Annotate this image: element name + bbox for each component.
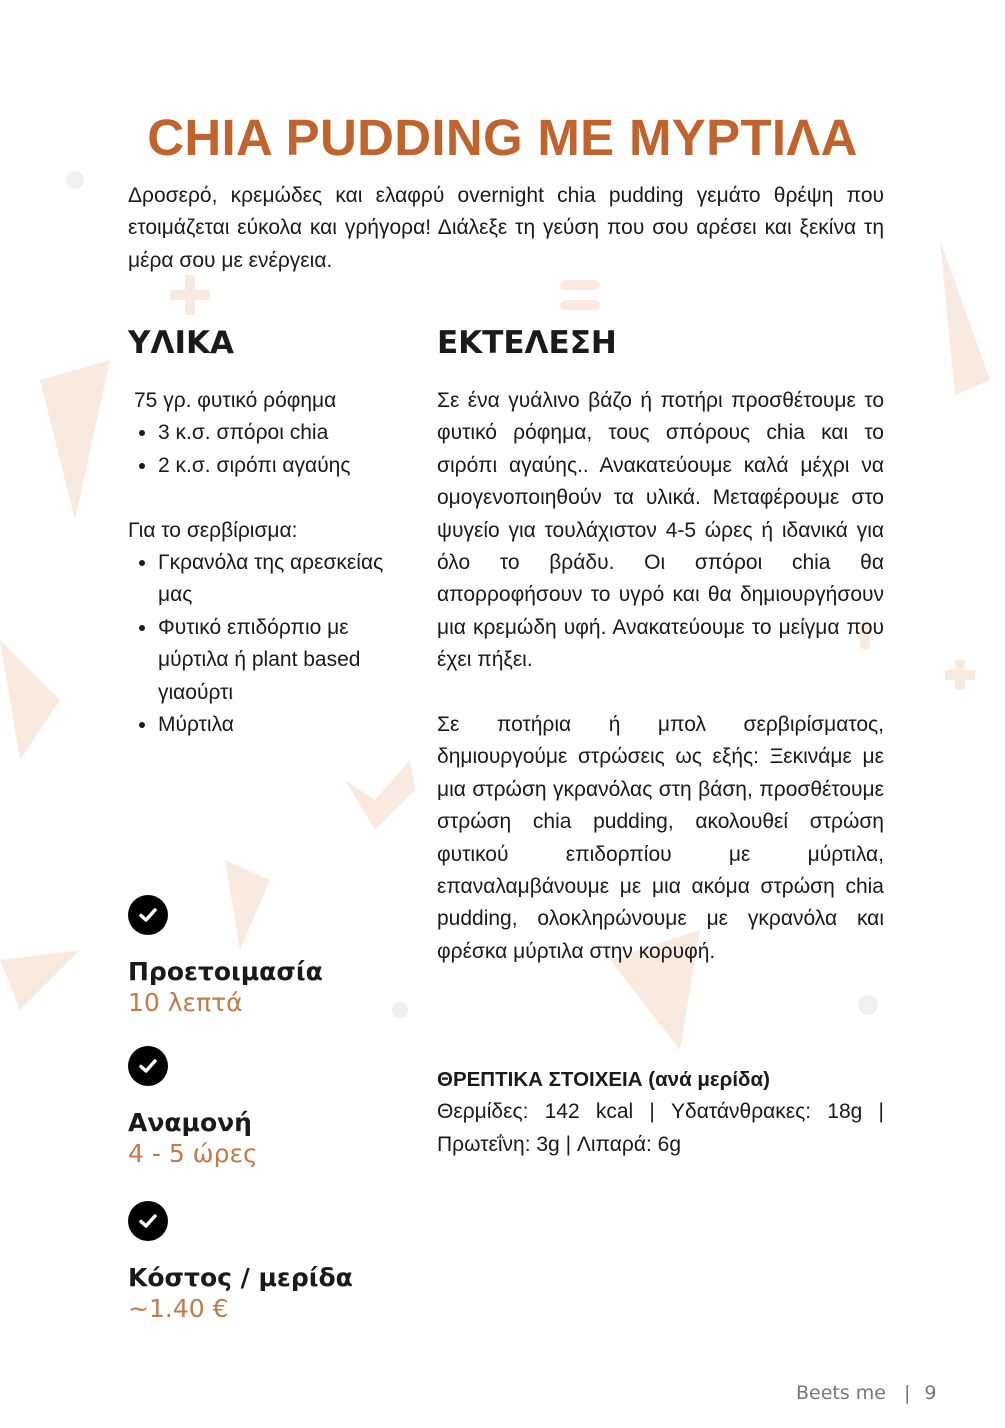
wait-label: Αναμονή xyxy=(128,1108,252,1137)
prep-label: Προετοιμασία xyxy=(128,957,323,986)
ingredient-item: 75 γρ. φυτικό ρόφημα xyxy=(134,389,337,412)
decor-dot xyxy=(392,1002,408,1018)
decor-shape xyxy=(345,760,415,830)
method-paragraph: Σε ποτήρια ή μπολ σερβιρίσματος, δημιουργούμε στρώσεις ως εξής: Ξεκινάμε με μια στρώση γκρανόλας στη βάση, προσθέτουμε στρώση chia pudding, ακολουθεί στρώση φυτικού επιδορπίου με μύρτιλα, επαναλαμβάνουμε με μια ακόμα στρώση chia pudding, ολοκληρώνουμε με γκρανόλα και φρέσκα μύρτιλα στην κορυφή. xyxy=(437,713,884,963)
decor-plus xyxy=(170,275,210,315)
check-circle-icon xyxy=(128,1046,168,1086)
ingredient-item: • 2 κ.σ. σιρόπι αγαύης xyxy=(158,450,418,482)
ingredients-list xyxy=(128,385,418,741)
decor-shape xyxy=(560,280,600,290)
cost-value: ~1.40 € xyxy=(128,1294,229,1323)
check-circle-icon xyxy=(128,1201,168,1241)
nutrition-info xyxy=(437,1064,884,1161)
decor-shape xyxy=(0,950,80,1010)
footer-separator: | xyxy=(904,1382,911,1404)
nutrition-heading: ΘΡΕΠΤΙΚΑ ΣΤΟΙΧΕΙΑ (ανά μερίδα) xyxy=(437,1068,770,1091)
page-title: CHIA PUDDING ΜΕ ΜΥΡΤΙΛΑ xyxy=(147,109,858,166)
page-footer xyxy=(796,1382,937,1404)
serving-item: • Μύρτιλα xyxy=(158,709,418,741)
decor-shape xyxy=(225,860,270,950)
serving-label: Για το σερβίρισμα: xyxy=(128,518,298,542)
serving-item: • Φυτικό επιδόρπιο με μύρτιλα ή plant based γιαούρτι xyxy=(158,612,418,709)
method-paragraph: Σε ένα γυάλινο βάζο ή ποτήρι προσθέτουμε το φυτικό ρόφημα, τους σπόρους chia και το σιρόπι αγαύης.. Ανακατεύουμε καλά μέχρι να ομογενοποιηθούν τα υλικά. Μεταφέρουμε στο ψυγείο για τουλάχιστον 4-5 ώρες ή ιδανικά για όλο το βράδυ. Οι σπόροι chia θα απορροφήσουν το υγρό και θα δημιουργήσουν μια κρεμώδη υφή. Ανακατεύουμε το μείγμα που έχει πήξει. xyxy=(437,389,884,672)
ingredient-item: • 3 κ.σ. σπόροι chia xyxy=(158,417,418,449)
cost-label: Κόστος / μερίδα xyxy=(128,1263,353,1292)
intro-text: Δροσερό, κρεμώδες και ελαφρύ overnight chia pudding γεμάτο θρέψη που ετοιμάζεται εύκολα και γρήγορα! Διάλεξε τη γεύση που σου αρέσει και ξεκίνα τη μέρα σου με ενέργεια. xyxy=(128,184,884,272)
decor-shape xyxy=(0,640,60,760)
check-circle-icon xyxy=(128,895,168,935)
decor-shape xyxy=(40,360,110,520)
serving-item: • Γκρανόλα της αρεσκείας μας xyxy=(158,547,418,612)
decor-shape xyxy=(560,300,600,310)
ingredients-heading: ΥΛΙΚΑ xyxy=(128,325,234,361)
prep-value: 10 λεπτά xyxy=(128,988,243,1017)
wait-value: 4 - 5 ώρες xyxy=(128,1139,258,1168)
decor-plus xyxy=(945,660,975,690)
method-heading: ΕΚΤΕΛΕΣΗ xyxy=(437,325,617,361)
decor-dot xyxy=(66,171,84,189)
footer-brand: Beets me xyxy=(796,1382,886,1404)
page-number: 9 xyxy=(924,1382,937,1404)
nutrition-text: Θερμίδες: 142 kcal | Υδατάνθρακες: 18g | Πρωτεΐνη: 3g | Λιπαρά: 6g xyxy=(437,1100,884,1156)
decor-shape xyxy=(940,240,990,395)
method-text xyxy=(437,385,884,1001)
